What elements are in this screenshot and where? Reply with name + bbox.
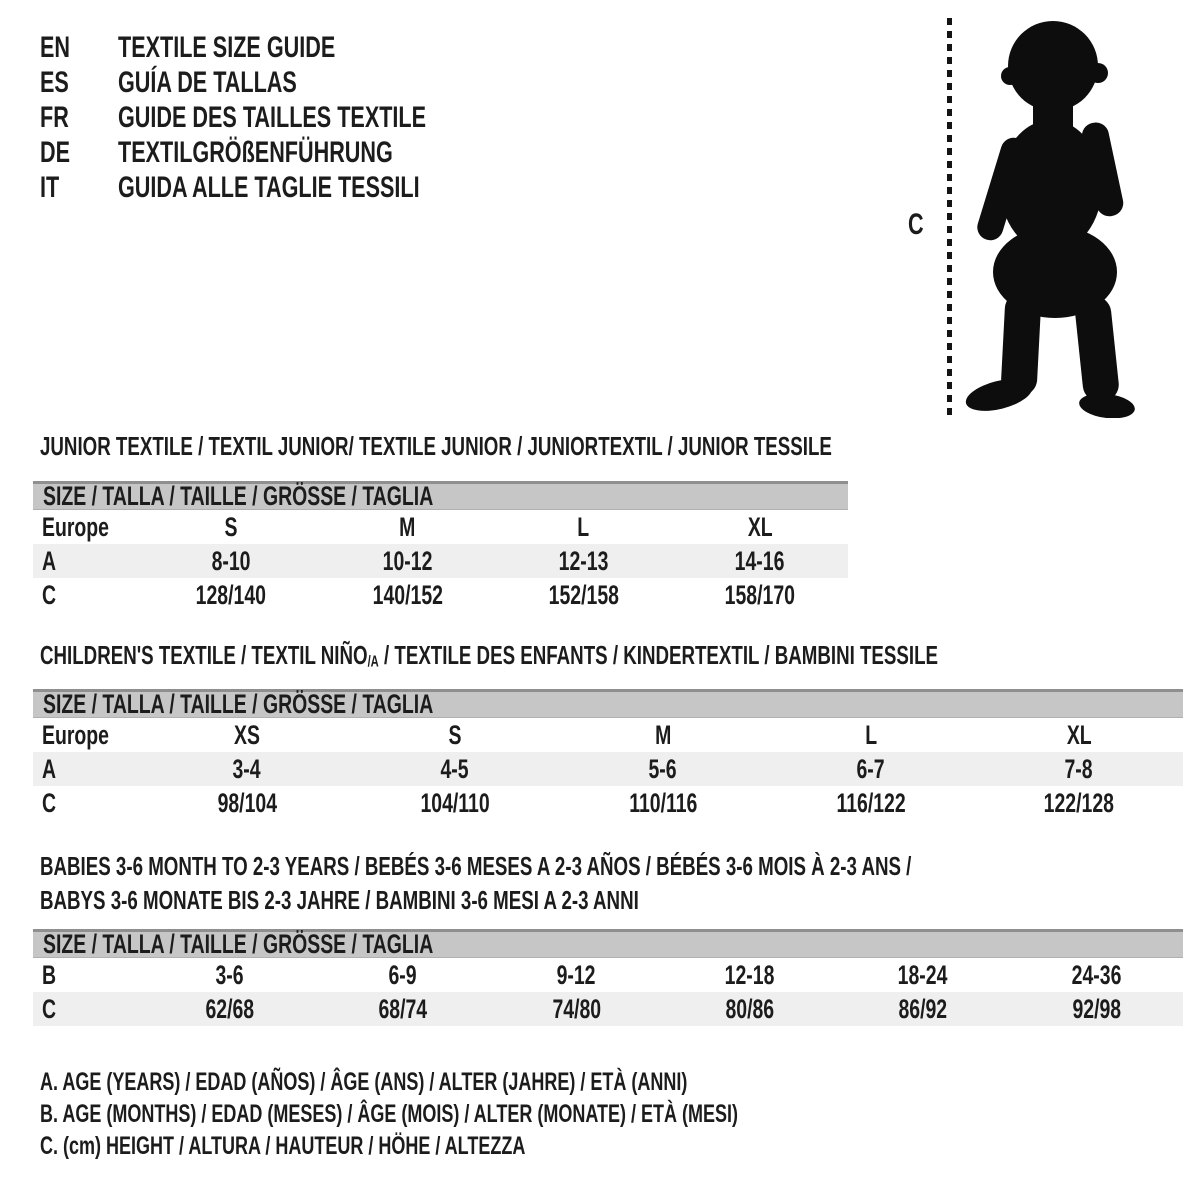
height-cm-row [33, 992, 1183, 1026]
height-cell: 128/140 [195, 579, 267, 610]
age-years-row [33, 544, 848, 578]
language-title: GUIDE DES TAILLES TEXTILE [118, 100, 427, 134]
language-title: GUIDA ALLE TAGLIE TESSILI [118, 170, 420, 204]
age-cell: 8-10 [211, 545, 251, 576]
height-cell: 86/92 [898, 993, 948, 1024]
measurement-legend [40, 1066, 1009, 1162]
language-row [40, 30, 546, 65]
size-cell: M [654, 719, 672, 750]
row-label: Europe [42, 511, 109, 542]
size-cell: XL [1066, 719, 1092, 750]
children-section-title [40, 640, 1200, 677]
size-cell: S [448, 719, 462, 750]
age-cell: 5-6 [648, 753, 678, 784]
size-header-label: SIZE / TALLA / TAILLE / GRÖSSE / TAGLIA [43, 689, 434, 719]
language-code: DE [40, 135, 71, 169]
age-cell: 10-12 [382, 545, 433, 576]
height-dashed-line [947, 18, 952, 415]
language-row [40, 65, 546, 100]
age-cell: 18-24 [898, 959, 948, 990]
children-section-title-text [40, 640, 938, 677]
height-cm-row [33, 786, 1183, 820]
height-marker-label: C [908, 208, 924, 241]
size-header-label: SIZE / TALLA / TAILLE / GRÖSSE / TAGLIA [43, 481, 434, 511]
age-cell: 24-36 [1071, 959, 1122, 990]
height-cell: 62/68 [205, 993, 254, 1024]
age-cell: 7-8 [1064, 753, 1094, 784]
children-title-sub: /A [367, 653, 379, 671]
junior-table [33, 481, 848, 612]
age-cell: 9-12 [556, 959, 596, 990]
age-cell: 6-7 [856, 753, 886, 784]
toddler-silhouette-icon [961, 14, 1139, 418]
babies-title-line2: BABYS 3-6 MONATE BIS 2-3 JAHRE / BAMBINI 3-6 MESI A 2-3 ANNI [40, 885, 639, 915]
height-cell: 110/116 [628, 787, 698, 818]
babies-table [33, 929, 1183, 1026]
age-cell: 3-6 [215, 959, 244, 990]
row-label: A [42, 753, 57, 784]
language-code: IT [40, 170, 60, 204]
height-cell: 74/80 [551, 993, 601, 1024]
row-label: B [42, 959, 57, 990]
height-cell: 68/74 [378, 993, 428, 1024]
child-height-figure [900, 0, 1200, 430]
region-size-row [33, 718, 1183, 752]
children-table [33, 689, 1183, 820]
size-cell: L [865, 719, 877, 750]
legend-age-years: A. AGE (YEARS) / EDAD (AÑOS) / ÂGE (ANS) / ALTER (JAHRE) / ETÀ (ANNI) [40, 1067, 688, 1096]
size-cell: XL [747, 511, 773, 542]
age-months-row [33, 958, 1183, 992]
babies-title-line1: BABIES 3-6 MONTH TO 2-3 YEARS / BEBÉS 3-6 MESES A 2-3 AÑOS / BÉBÉS 3-6 MOIS À 2-3 ANS / [40, 851, 912, 881]
age-cell: 6-9 [388, 959, 418, 990]
language-title: TEXTILE SIZE GUIDE [118, 30, 336, 64]
height-cell: 152/158 [548, 579, 619, 610]
children-title-post: / TEXTILE DES ENFANTS / KINDERTEXTIL / BAMBINI TESSILE [378, 640, 939, 670]
children-title-pre: CHILDREN'S TEXTILE / TEXTIL NIÑO [40, 640, 368, 670]
size-header-bar [33, 929, 1183, 958]
height-cell: 98/104 [217, 787, 277, 818]
age-cell: 12-18 [724, 959, 775, 990]
size-header-bar [33, 689, 1183, 718]
size-cell: XS [234, 719, 260, 750]
legend-line-b [40, 1098, 1009, 1130]
height-cell: 104/110 [420, 787, 490, 818]
language-list [40, 30, 546, 205]
height-cell: 80/86 [725, 993, 774, 1024]
legend-age-months: B. AGE (MONTHS) / EDAD (MESES) / ÂGE (MOIS) / ALTER (MONATE) / ETÀ (MESI) [40, 1099, 738, 1128]
language-title: GUÍA DE TALLAS [118, 65, 297, 99]
babies-section-title [40, 849, 1200, 917]
row-label: C [42, 787, 57, 818]
row-label: C [42, 993, 57, 1024]
row-label: A [42, 545, 57, 576]
height-cell: 116/122 [836, 787, 906, 818]
language-title: TEXTILGRÖßENFÜHRUNG [118, 135, 393, 169]
language-row [40, 170, 546, 205]
language-row [40, 100, 546, 135]
row-label: C [42, 579, 57, 610]
age-cell: 3-4 [232, 753, 262, 784]
size-cell: L [577, 511, 590, 542]
height-cell: 158/170 [724, 579, 796, 610]
junior-section-title-text: JUNIOR TEXTILE / TEXTIL JUNIOR/ TEXTILE JUNIOR / JUNIORTEXTIL / JUNIOR TESSILE [40, 431, 832, 461]
age-cell: 14-16 [735, 545, 785, 576]
legend-line-c [40, 1130, 1009, 1162]
legend-height-cm: C. (cm) HEIGHT / ALTURA / HAUTEUR / HÖHE / ALTEZZA [40, 1131, 526, 1160]
language-code: FR [40, 100, 69, 134]
junior-section-title [40, 431, 1140, 461]
language-code: EN [40, 30, 71, 64]
height-cell: 92/98 [1071, 993, 1121, 1024]
height-cm-row [33, 578, 848, 612]
size-header-bar [33, 481, 848, 510]
row-label: Europe [42, 719, 109, 750]
size-header-label: SIZE / TALLA / TAILLE / GRÖSSE / TAGLIA [43, 929, 434, 959]
age-years-row [33, 752, 1183, 786]
age-cell: 4-5 [440, 753, 470, 784]
size-cell: S [224, 511, 238, 542]
height-cell: 140/152 [372, 579, 443, 610]
age-cell: 12-13 [558, 545, 609, 576]
region-size-row [33, 510, 848, 544]
language-row [40, 135, 546, 170]
language-code: ES [40, 65, 69, 99]
size-cell: M [399, 511, 416, 542]
height-cell: 122/128 [1043, 787, 1115, 818]
legend-line-a [40, 1066, 1009, 1098]
